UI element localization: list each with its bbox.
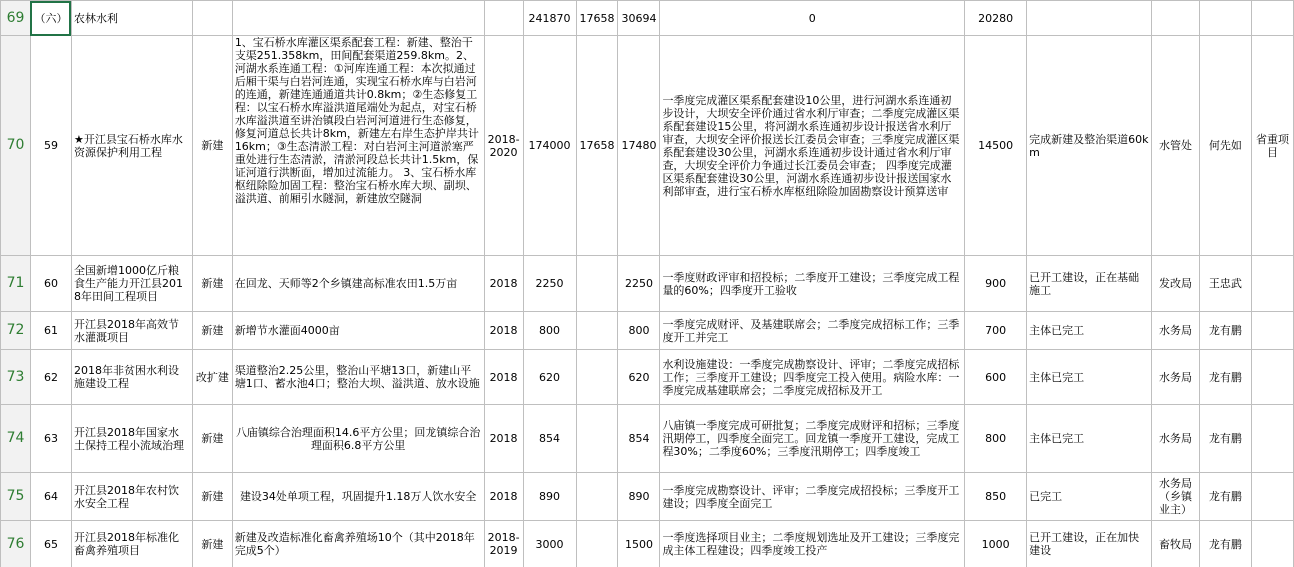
cell-status[interactable]: 已完工 bbox=[1027, 473, 1152, 521]
cell-status[interactable]: 已开工建设，正在基础施工 bbox=[1027, 256, 1152, 312]
cell-person[interactable]: 龙有鹏 bbox=[1199, 312, 1251, 350]
cell-seq[interactable]: 60 bbox=[30, 256, 71, 312]
row-header[interactable]: 73 bbox=[1, 350, 31, 405]
cell-completed-investment[interactable]: 17658 bbox=[576, 36, 618, 256]
cell-planned-investment[interactable]: 800 bbox=[618, 312, 660, 350]
cell-quarterly-progress[interactable]: 一季度完成财评、及基建联席会；二季度完成招标工作；三季度开工并完工 bbox=[660, 312, 965, 350]
cell-department[interactable]: 水务局 bbox=[1151, 405, 1199, 473]
cell-status[interactable]: 主体已完工 bbox=[1027, 405, 1152, 473]
row-header[interactable]: 70 bbox=[1, 36, 31, 256]
cell-project-name[interactable]: 开江县2018年农村饮水安全工程 bbox=[71, 473, 192, 521]
cell-person[interactable]: 何先如 bbox=[1199, 36, 1251, 256]
cell-quarterly-progress[interactable]: 一季度选择项目业主；二季度规划选址及开工建设；三季度完成主体工程建设；四季度竣工投产 bbox=[660, 521, 965, 567]
table-row bbox=[1, 405, 1294, 473]
cell-progress-amount[interactable]: 800 bbox=[965, 405, 1027, 473]
cell-planned-investment[interactable]: 2250 bbox=[618, 256, 660, 312]
cell-completed-investment[interactable] bbox=[576, 312, 618, 350]
cell-period[interactable]: 2018-2020 bbox=[484, 36, 523, 256]
cell-progress-amount[interactable]: 850 bbox=[965, 473, 1027, 521]
cell-level[interactable] bbox=[1251, 312, 1293, 350]
cell-seq[interactable]: 63 bbox=[30, 405, 71, 473]
cell-progress-amount[interactable]: 1000 bbox=[965, 521, 1027, 567]
cell-department[interactable] bbox=[1151, 1, 1199, 36]
cell-project-name[interactable]: 开江县2018年标准化畜禽养殖项目 bbox=[71, 521, 192, 567]
cell-progress-amount[interactable]: 14500 bbox=[965, 36, 1027, 256]
cell-progress-amount[interactable]: 600 bbox=[965, 350, 1027, 405]
cell-level[interactable] bbox=[1251, 256, 1293, 312]
cell-person[interactable]: 龙有鹏 bbox=[1199, 521, 1251, 567]
cell-person[interactable]: 王忠武 bbox=[1199, 256, 1251, 312]
cell-seq[interactable]: 62 bbox=[30, 350, 71, 405]
cell-level[interactable]: 省重项目 bbox=[1251, 36, 1293, 256]
cell-person[interactable] bbox=[1199, 1, 1251, 36]
cell-quarterly-progress[interactable]: 一季度完成勘察设计、评审；二季度完成招投标；三季度开工建设；四季度全面完工 bbox=[660, 473, 965, 521]
cell-type[interactable]: 新建 bbox=[192, 312, 232, 350]
cell-seq[interactable]: 59 bbox=[30, 36, 71, 256]
cell-progress-amount[interactable]: 700 bbox=[965, 312, 1027, 350]
cell-quarterly-progress[interactable]: 水利设施建设：一季度完成勘察设计、评审；二季度完成招标工作；三季度开工建设；四季度完工投入使用。病险水库：一季度完成基建联席会；二季度完成招标及开工 bbox=[660, 350, 965, 405]
cell-completed-investment[interactable]: 17658 bbox=[576, 1, 618, 36]
cell-period[interactable]: 2018-2019 bbox=[484, 521, 523, 567]
cell-total-investment[interactable]: 800 bbox=[523, 312, 576, 350]
cell-project-name[interactable]: 开江县2018年国家水土保持工程小流域治理 bbox=[71, 405, 192, 473]
cell-completed-investment[interactable] bbox=[576, 521, 618, 567]
cell-planned-investment[interactable]: 620 bbox=[618, 350, 660, 405]
cell-type[interactable]: 改扩建 bbox=[192, 350, 232, 405]
row-header[interactable]: 76 bbox=[1, 521, 31, 567]
cell-progress-amount[interactable]: 900 bbox=[965, 256, 1027, 312]
cell-seq[interactable]: 65 bbox=[30, 521, 71, 567]
cell-level[interactable] bbox=[1251, 473, 1293, 521]
row-header[interactable]: 72 bbox=[1, 312, 31, 350]
table-row bbox=[1, 1, 1294, 36]
cell-quarterly-progress[interactable]: 一季度财政评审和招投标；二季度开工建设；三季度完成工程量的60%；四季度开工验收 bbox=[660, 256, 965, 312]
table-row bbox=[1, 473, 1294, 521]
cell-planned-investment[interactable]: 1500 bbox=[618, 521, 660, 567]
cell-person[interactable]: 龙有鹏 bbox=[1199, 350, 1251, 405]
cell-level[interactable] bbox=[1251, 1, 1293, 36]
cell-content[interactable]: 新建及改造标准化畜禽养殖场10个（其中2018年完成5个） bbox=[232, 521, 484, 567]
cell-department[interactable]: 畜牧局 bbox=[1151, 521, 1199, 567]
cell-period[interactable]: 2018 bbox=[484, 405, 523, 473]
cell-level[interactable] bbox=[1251, 350, 1293, 405]
cell-completed-investment[interactable] bbox=[576, 405, 618, 473]
cell-planned-investment[interactable]: 854 bbox=[618, 405, 660, 473]
cell-seq[interactable]: 61 bbox=[30, 312, 71, 350]
cell-level[interactable] bbox=[1251, 521, 1293, 567]
row-header[interactable]: 75 bbox=[1, 473, 31, 521]
cell-total-investment[interactable]: 3000 bbox=[523, 521, 576, 567]
table-row bbox=[1, 521, 1294, 567]
cell-type[interactable]: 新建 bbox=[192, 36, 232, 256]
cell-period[interactable]: 2018 bbox=[484, 473, 523, 521]
cell-department[interactable]: 发改局 bbox=[1151, 256, 1199, 312]
cell-quarterly-progress[interactable]: 一季度完成灌区渠系配套建设10公里，进行河湖水系连通初步设计，大坝安全评价通过省水利厅审查；二季度完成灌区渠系配套建设15公里，将河湖水系连通初步设计报送省水利厅审查，大坝安全评价报送长江委员会审查；三季度完成灌区渠系配套建设30公里，河湖水系连通初步设计通过省水利厅审查，大坝安全评价力争通过长江委员会审查； 四季度完成灌区渠系配套建设30公里，河湖水系连通初步设计报送国家水利部审查，进行宝石桥水库枢纽除险加固勘察设计预算送审 bbox=[660, 36, 965, 256]
table-row bbox=[1, 36, 1294, 256]
row-header[interactable]: 69 bbox=[1, 1, 31, 36]
cell-planned-investment[interactable]: 890 bbox=[618, 473, 660, 521]
cell-content[interactable] bbox=[232, 36, 484, 256]
cell-quarterly-progress[interactable]: 0 bbox=[660, 1, 965, 36]
cell-total-investment[interactable]: 854 bbox=[523, 405, 576, 473]
cell-project-name[interactable]: 农林水利 bbox=[71, 1, 192, 36]
cell-content[interactable]: 建设34处单项工程，巩固提升1.18万人饮水安全 bbox=[232, 473, 484, 521]
cell-project-name[interactable]: 开江县2018年高效节水灌溉项目 bbox=[71, 312, 192, 350]
cell-type[interactable]: 新建 bbox=[192, 473, 232, 521]
cell-project-name[interactable]: 2018年非贫困水利设施建设工程 bbox=[71, 350, 192, 405]
cell-status[interactable]: 完成新建及整治渠道60km bbox=[1027, 36, 1152, 256]
cell-status[interactable]: 已开工建设，正在加快建设 bbox=[1027, 521, 1152, 567]
cell-period[interactable]: 2018 bbox=[484, 312, 523, 350]
cell-person[interactable]: 龙有鹏 bbox=[1199, 473, 1251, 521]
cell-department[interactable]: 水管处 bbox=[1151, 36, 1199, 256]
cell-completed-investment[interactable] bbox=[576, 350, 618, 405]
table-row bbox=[1, 256, 1294, 312]
cell-total-investment[interactable]: 620 bbox=[523, 350, 576, 405]
cell-period[interactable]: 2018 bbox=[484, 256, 523, 312]
cell-status[interactable]: 主体已完工 bbox=[1027, 312, 1152, 350]
cell-total-investment[interactable]: 2250 bbox=[523, 256, 576, 312]
cell-content[interactable]: 八庙镇综合治理面积14.6平方公里；回龙镇综合治理面积6.8平方公里 bbox=[232, 405, 484, 473]
cell-total-investment[interactable]: 890 bbox=[523, 473, 576, 521]
cell-status[interactable]: 主体已完工 bbox=[1027, 350, 1152, 405]
cell-type[interactable]: 新建 bbox=[192, 256, 232, 312]
cell-department[interactable]: 水务局 bbox=[1151, 350, 1199, 405]
cell-progress-amount[interactable]: 20280 bbox=[965, 1, 1027, 36]
cell-total-investment[interactable]: 174000 bbox=[523, 36, 576, 256]
cell-completed-investment[interactable] bbox=[576, 473, 618, 521]
cell-content[interactable]: 新增节水灌面4000亩 bbox=[232, 312, 484, 350]
cell-planned-investment[interactable]: 17480 bbox=[618, 36, 660, 256]
table-row bbox=[1, 350, 1294, 405]
cell-status[interactable] bbox=[1027, 1, 1152, 36]
cell-department[interactable]: 水务局 bbox=[1151, 312, 1199, 350]
cell-project-name[interactable]: ★开江县宝石桥水库水资源保护利用工程 bbox=[71, 36, 192, 256]
cell-total-investment[interactable]: 241870 bbox=[523, 1, 576, 36]
row-header[interactable]: 74 bbox=[1, 405, 31, 473]
cell-planned-investment[interactable]: 30694 bbox=[618, 1, 660, 36]
cell-quarterly-progress[interactable]: 八庙镇一季度完成可研批复；二季度完成财评和招标；三季度汛期停工，四季度全面完工。回龙镇一季度开工建设，完成工程30%；二季度60%；三季度汛期停工；四季度竣工 bbox=[660, 405, 965, 473]
cell-type[interactable]: 新建 bbox=[192, 405, 232, 473]
cell-content[interactable]: 在回龙、天师等2个乡镇建高标准农田1.5万亩 bbox=[232, 256, 484, 312]
cell-project-name[interactable]: 全国新增1000亿斤粮食生产能力开江县2018年田间工程项目 bbox=[71, 256, 192, 312]
cell-seq[interactable]: 64 bbox=[30, 473, 71, 521]
cell-completed-investment[interactable] bbox=[576, 256, 618, 312]
cell-type[interactable] bbox=[192, 1, 232, 36]
cell-person[interactable]: 龙有鹏 bbox=[1199, 405, 1251, 473]
table-row bbox=[1, 312, 1294, 350]
cell-period[interactable] bbox=[484, 1, 523, 36]
cell-type[interactable]: 新建 bbox=[192, 521, 232, 567]
cell-department[interactable]: 水务局（乡镇业主） bbox=[1151, 473, 1199, 521]
cell-content-text: 1、宝石桥水库灌区渠系配套工程：新建、整治干支渠251.358km，田间配套渠道259.8km。2、河湖水系连通工程：①河库连通工程：本次拟通过后厢干渠与白岩河连通，实现宝石桥水库与白岩河的连通，新建连通通道共计0.8km；②生态修复工程：以宝石桥水库溢洪道尾端处为起点，对宝石桥水库溢洪道至讲治镇段白岩河河道进行生态修复，修复河道总长共计8km，新建左右岸生态护岸共计16km；③生态清淤工程：对白岩河主河道淤塞严重处进行生态清淤，清淤河段总长共计1.5km，保证河道行洪断面，增加过流能力。 3、宝石桥水库枢纽除险加固工程：整治宝石桥水库大坝、副坝、溢洪道、前厢引水隧洞，新建放空隧洞 bbox=[234, 36, 479, 205]
cell-content[interactable] bbox=[232, 1, 484, 36]
cell-level[interactable] bbox=[1251, 405, 1293, 473]
cell-seq[interactable]: （六） bbox=[30, 1, 71, 36]
cell-period[interactable]: 2018 bbox=[484, 350, 523, 405]
cell-content[interactable]: 渠道整治2.25公里，整治山平塘13口，新建山平塘1口、蓄水池4口；整治大坝、溢洪道、放水设施 bbox=[232, 350, 484, 405]
row-header[interactable]: 71 bbox=[1, 256, 31, 312]
